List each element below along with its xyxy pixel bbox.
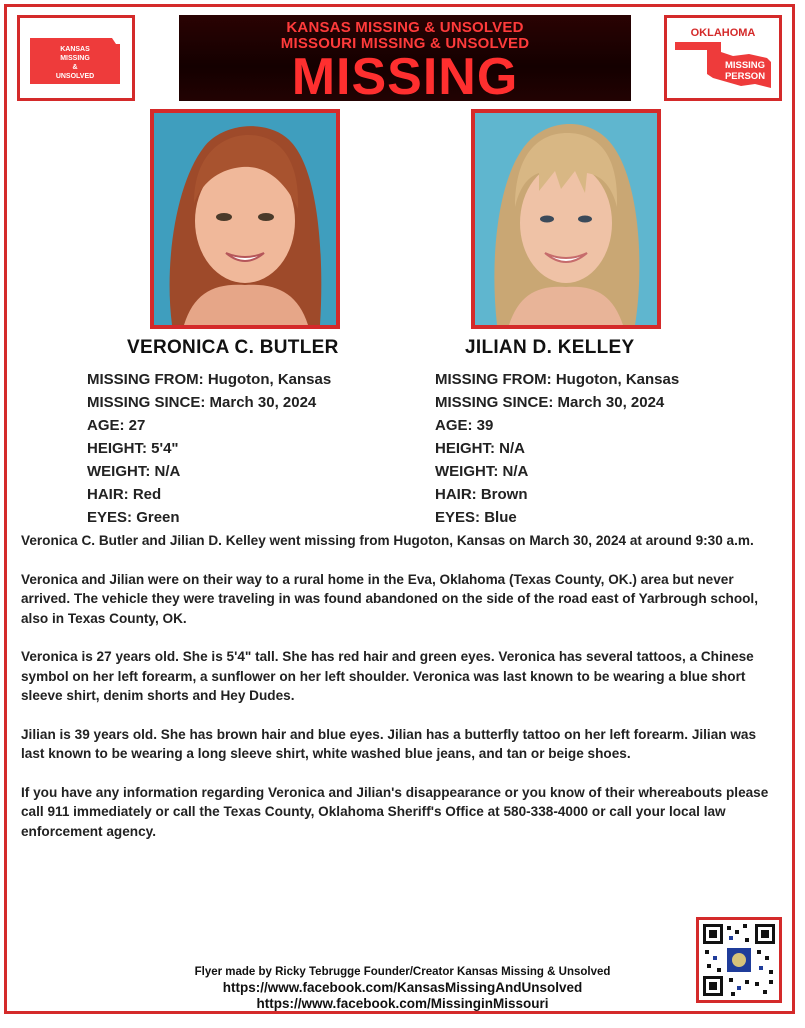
fact-weight: WEIGHT: N/A [435,463,529,480]
qr-code-icon [699,920,779,1000]
fact-eyes: EYES: Blue [435,509,517,526]
paragraph-jilian-details: Jilian is 39 years old. She has brown hair and blue eyes. Jilian has a butterfly tattoo on her left forearm. Jilian was last known to be wearing a long sleeve shirt, white washed blue jeans, and tan or beige shoes. [21,726,757,761]
oklahoma-logo-state: OKLAHOMA [690,27,756,39]
banner-line-kansas: KANSAS MISSING & UNSOLVED [286,19,524,36]
person-name-veronica: VERONICA C. BUTLER [127,337,339,358]
paragraph-circumstances: Veronica and Jilian were on their way to a rural home in the Eva, Oklahoma (Texas County, OK.) area but never arrived. The vehicle they were traveling in was found abandoned on the side of the road east of Yarbrough school, also in Texas County, OK. [21,571,758,626]
facts-list-veronica [87,368,331,529]
banner-line-missouri: MISSOURI MISSING & UNSOLVED [280,35,530,52]
paragraph-contact-info: If you have any information regarding Veronica and Jilian's disappearance or you know of their whereabouts please call 911 immediately or call the Texas County, Oklahoma Sheriff's Office at 580-338-4000 or call your local law enforcement agency. [21,784,769,839]
kansas-logo-line-1: KANSAS [60,46,90,53]
qr-code[interactable] [696,917,782,1003]
footer-link-kansas[interactable]: https://www.facebook.com/KansasMissingAndUnsolved [222,980,583,995]
oklahoma-logo [664,15,782,101]
kansas-logo-line-4: UNSOLVED [55,73,95,80]
fact-age: AGE: 39 [435,417,494,434]
fact-hair: HAIR: Brown [435,486,528,503]
fact-eyes: EYES: Green [87,509,180,526]
fact-weight: WEIGHT: N/A [87,463,181,480]
fact-age: AGE: 27 [87,417,146,434]
photo-veronica-butler [150,109,340,329]
kansas-logo-line-3: & [72,64,78,71]
footer [7,965,798,1012]
photo-jilian-kelley [471,109,661,329]
fact-height: HEIGHT: N/A [435,440,526,457]
facts-list-jilian [435,368,679,529]
fact-missing-from: MISSING FROM: Hugoton, Kansas [435,371,680,388]
kansas-logo-line-2: MISSING [60,55,90,62]
oklahoma-logo-line-2: PERSON [724,71,766,82]
header-banner [179,15,631,106]
fact-missing-since: MISSING SINCE: March 30, 2024 [435,394,665,411]
banner-title: MISSING [291,48,519,106]
kansas-logo [17,15,135,101]
description-body [21,531,781,860]
kansas-state-logo-icon [20,18,132,98]
oklahoma-state-logo-icon [667,18,779,98]
oklahoma-logo-line-1: MISSING [724,60,766,71]
paragraph-summary: Veronica C. Butler and Jilian D. Kelley went missing from Hugoton, Kansas on March 30, 2024 at around 9:30 a.m. [21,533,754,548]
fact-missing-from: MISSING FROM: Hugoton, Kansas [87,371,332,388]
fact-missing-since: MISSING SINCE: March 30, 2024 [87,394,317,411]
footer-link-missouri[interactable]: https://www.facebook.com/MissinginMissouri [256,996,549,1011]
missing-flyer [4,4,795,1014]
fact-hair: HAIR: Red [87,486,162,503]
paragraph-veronica-details: Veronica is 27 years old. She is 5'4" tall. She has red hair and green eyes. Veronica has several tattoos, a Chinese symbol on her left forearm, a sunflower on her left shoulder. Veronica was last known to be wearing a blue short sleeve shirt, denim shorts and Hey Dudes. [21,649,754,703]
fact-height: HEIGHT: 5'4" [87,440,179,457]
footer-credit: Flyer made by Ricky Tebrugge Founder/Creator Kansas Missing & Unsolved [194,966,611,978]
person-name-jilian: JILIAN D. KELLEY [465,337,635,358]
